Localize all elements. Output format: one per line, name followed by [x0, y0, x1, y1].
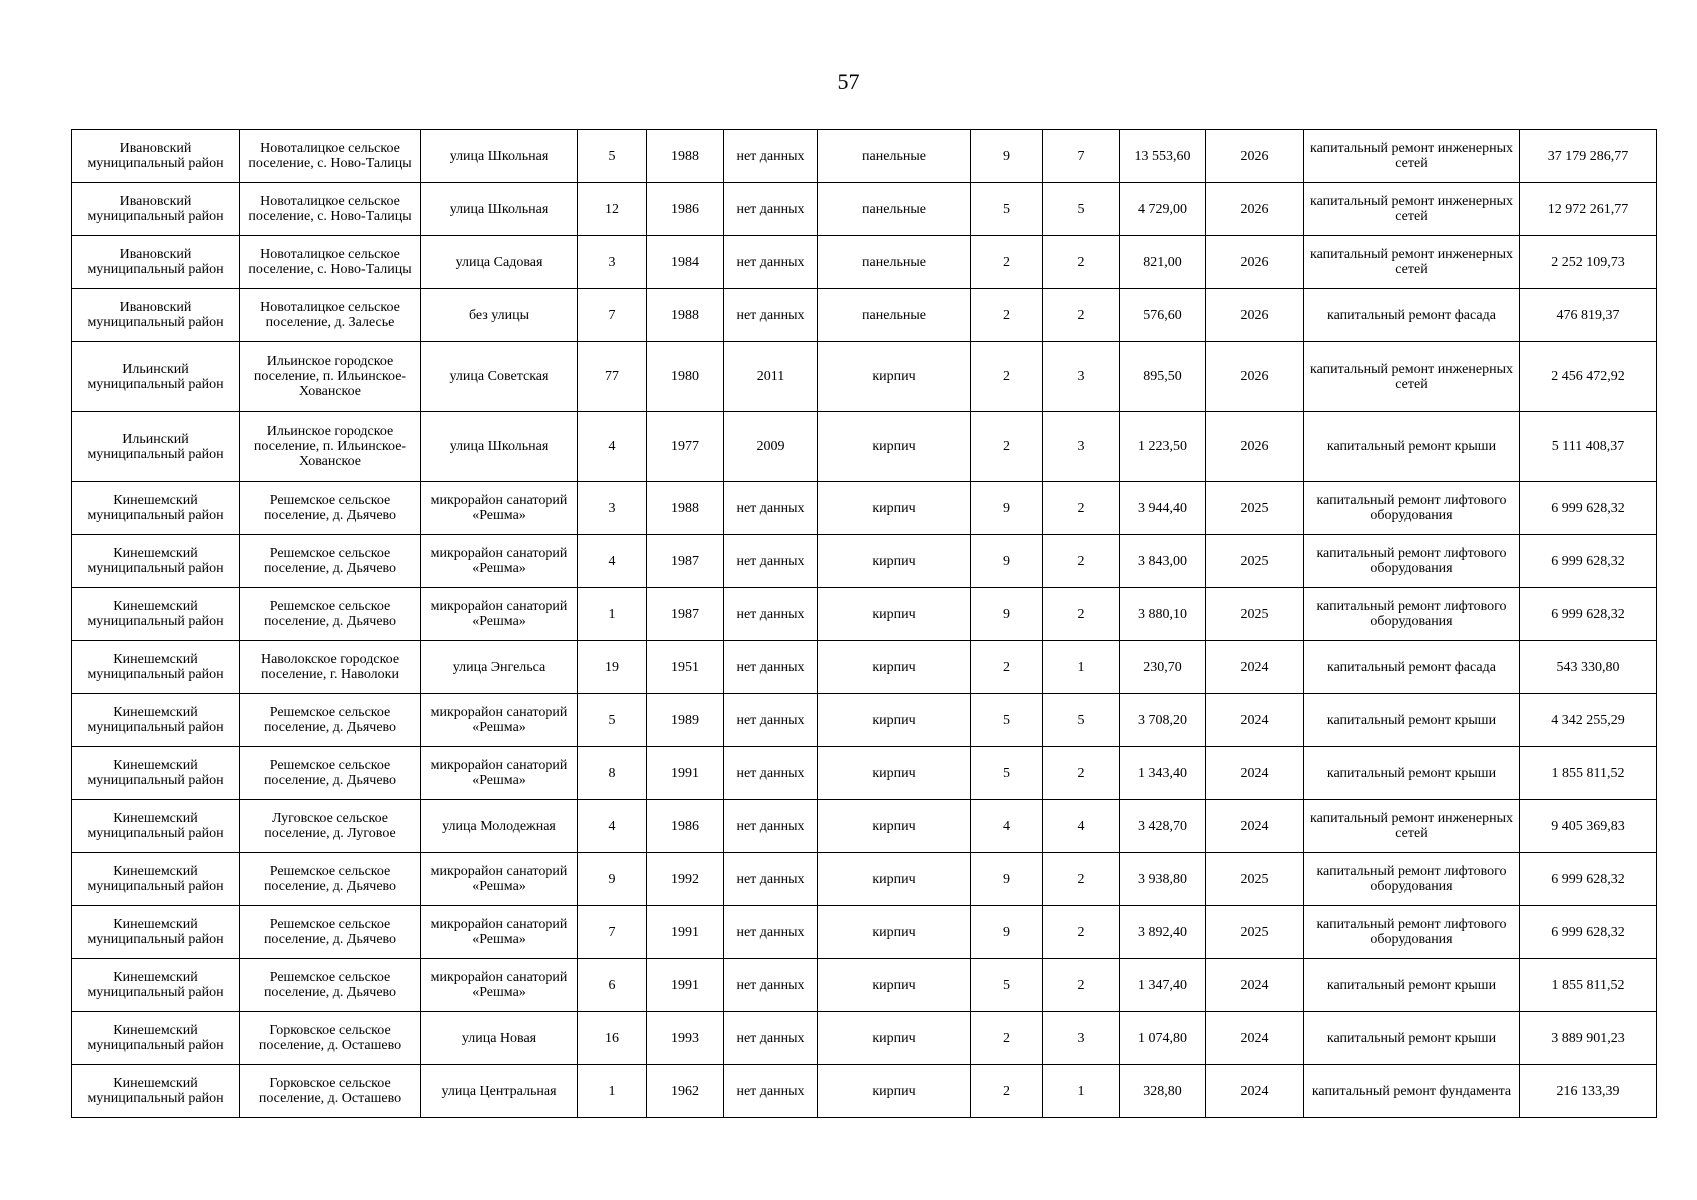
construction-year-cell: 1988 [647, 289, 724, 342]
planned-year-cell: 2026 [1206, 342, 1304, 412]
house-number-cell: 12 [578, 183, 647, 236]
construction-year-cell: 1987 [647, 535, 724, 588]
construction-year-cell: 1988 [647, 482, 724, 535]
construction-year-cell: 1977 [647, 412, 724, 482]
wall-material-cell: панельные [818, 289, 971, 342]
settlement-cell: Ильинское городское поселение, п. Ильинское-Хованское [240, 342, 421, 412]
area-cell: 3 892,40 [1120, 906, 1206, 959]
house-number-cell: 4 [578, 800, 647, 853]
cost-cell: 37 179 286,77 [1520, 130, 1657, 183]
floors-cell: 2 [971, 641, 1043, 694]
district-cell: Кинешемский муниципальный район [72, 906, 240, 959]
entrances-cell: 2 [1043, 482, 1120, 535]
last-overhaul-year-cell: нет данных [724, 959, 818, 1012]
construction-year-cell: 1984 [647, 236, 724, 289]
last-overhaul-year-cell: 2009 [724, 412, 818, 482]
work-type-cell: капитальный ремонт лифтового оборудования [1304, 906, 1520, 959]
house-number-cell: 9 [578, 853, 647, 906]
settlement-cell: Новоталицкое сельское поселение, с. Ново-Талицы [240, 183, 421, 236]
house-number-cell: 19 [578, 641, 647, 694]
last-overhaul-year-cell: нет данных [724, 694, 818, 747]
district-cell: Кинешемский муниципальный район [72, 747, 240, 800]
table-row [72, 588, 1657, 641]
area-cell: 3 880,10 [1120, 588, 1206, 641]
floors-cell: 2 [971, 289, 1043, 342]
floors-cell: 9 [971, 482, 1043, 535]
wall-material-cell: кирпич [818, 694, 971, 747]
entrances-cell: 3 [1043, 412, 1120, 482]
area-cell: 230,70 [1120, 641, 1206, 694]
last-overhaul-year-cell: нет данных [724, 236, 818, 289]
planned-year-cell: 2024 [1206, 641, 1304, 694]
settlement-cell: Новоталицкое сельское поселение, с. Ново-Талицы [240, 236, 421, 289]
wall-material-cell: кирпич [818, 482, 971, 535]
floors-cell: 2 [971, 236, 1043, 289]
construction-year-cell: 1980 [647, 342, 724, 412]
floors-cell: 5 [971, 959, 1043, 1012]
entrances-cell: 2 [1043, 853, 1120, 906]
floors-cell: 9 [971, 906, 1043, 959]
entrances-cell: 1 [1043, 641, 1120, 694]
house-number-cell: 77 [578, 342, 647, 412]
cost-cell: 543 330,80 [1520, 641, 1657, 694]
floors-cell: 9 [971, 535, 1043, 588]
planned-year-cell: 2025 [1206, 482, 1304, 535]
construction-year-cell: 1993 [647, 1012, 724, 1065]
cost-cell: 1 855 811,52 [1520, 747, 1657, 800]
district-cell: Кинешемский муниципальный район [72, 959, 240, 1012]
settlement-cell: Решемское сельское поселение, д. Дьячево [240, 694, 421, 747]
street-cell: микрорайон санаторий «Решма» [421, 906, 578, 959]
district-cell: Кинешемский муниципальный район [72, 482, 240, 535]
cost-cell: 216 133,39 [1520, 1065, 1657, 1118]
table-row [72, 183, 1657, 236]
district-cell: Кинешемский муниципальный район [72, 535, 240, 588]
last-overhaul-year-cell: нет данных [724, 747, 818, 800]
entrances-cell: 2 [1043, 289, 1120, 342]
planned-year-cell: 2026 [1206, 183, 1304, 236]
cost-cell: 1 855 811,52 [1520, 959, 1657, 1012]
repair-program-table [71, 129, 1657, 1118]
cost-cell: 2 252 109,73 [1520, 236, 1657, 289]
street-cell: микрорайон санаторий «Решма» [421, 694, 578, 747]
house-number-cell: 7 [578, 289, 647, 342]
entrances-cell: 2 [1043, 959, 1120, 1012]
area-cell: 1 074,80 [1120, 1012, 1206, 1065]
house-number-cell: 5 [578, 694, 647, 747]
street-cell: микрорайон санаторий «Решма» [421, 959, 578, 1012]
cost-cell: 12 972 261,77 [1520, 183, 1657, 236]
cost-cell: 476 819,37 [1520, 289, 1657, 342]
floors-cell: 2 [971, 1065, 1043, 1118]
street-cell: микрорайон санаторий «Решма» [421, 588, 578, 641]
table-row [72, 694, 1657, 747]
floors-cell: 4 [971, 800, 1043, 853]
wall-material-cell: кирпич [818, 906, 971, 959]
table-row [72, 1012, 1657, 1065]
wall-material-cell: кирпич [818, 412, 971, 482]
planned-year-cell: 2026 [1206, 412, 1304, 482]
area-cell: 3 428,70 [1120, 800, 1206, 853]
table-row [72, 342, 1657, 412]
planned-year-cell: 2024 [1206, 747, 1304, 800]
work-type-cell: капитальный ремонт крыши [1304, 412, 1520, 482]
district-cell: Кинешемский муниципальный район [72, 853, 240, 906]
last-overhaul-year-cell: нет данных [724, 588, 818, 641]
settlement-cell: Решемское сельское поселение, д. Дьячево [240, 588, 421, 641]
last-overhaul-year-cell: нет данных [724, 535, 818, 588]
work-type-cell: капитальный ремонт крыши [1304, 694, 1520, 747]
settlement-cell: Решемское сельское поселение, д. Дьячево [240, 959, 421, 1012]
settlement-cell: Новоталицкое сельское поселение, д. Залесье [240, 289, 421, 342]
area-cell: 821,00 [1120, 236, 1206, 289]
table-row [72, 236, 1657, 289]
entrances-cell: 2 [1043, 747, 1120, 800]
planned-year-cell: 2025 [1206, 588, 1304, 641]
district-cell: Кинешемский муниципальный район [72, 641, 240, 694]
area-cell: 1 347,40 [1120, 959, 1206, 1012]
construction-year-cell: 1991 [647, 959, 724, 1012]
construction-year-cell: 1986 [647, 183, 724, 236]
table-row [72, 959, 1657, 1012]
area-cell: 576,60 [1120, 289, 1206, 342]
table-row [72, 130, 1657, 183]
last-overhaul-year-cell: нет данных [724, 1065, 818, 1118]
district-cell: Ильинский муниципальный район [72, 412, 240, 482]
entrances-cell: 5 [1043, 183, 1120, 236]
wall-material-cell: кирпич [818, 800, 971, 853]
district-cell: Ивановский муниципальный район [72, 289, 240, 342]
wall-material-cell: кирпич [818, 853, 971, 906]
area-cell: 1 223,50 [1120, 412, 1206, 482]
floors-cell: 2 [971, 412, 1043, 482]
entrances-cell: 3 [1043, 1012, 1120, 1065]
house-number-cell: 1 [578, 588, 647, 641]
construction-year-cell: 1988 [647, 130, 724, 183]
street-cell: улица Молодежная [421, 800, 578, 853]
house-number-cell: 6 [578, 959, 647, 1012]
area-cell: 3 843,00 [1120, 535, 1206, 588]
planned-year-cell: 2026 [1206, 130, 1304, 183]
planned-year-cell: 2024 [1206, 1065, 1304, 1118]
house-number-cell: 7 [578, 906, 647, 959]
floors-cell: 5 [971, 694, 1043, 747]
wall-material-cell: кирпич [818, 747, 971, 800]
entrances-cell: 7 [1043, 130, 1120, 183]
entrances-cell: 5 [1043, 694, 1120, 747]
last-overhaul-year-cell: нет данных [724, 906, 818, 959]
cost-cell: 2 456 472,92 [1520, 342, 1657, 412]
area-cell: 3 944,40 [1120, 482, 1206, 535]
house-number-cell: 8 [578, 747, 647, 800]
work-type-cell: капитальный ремонт лифтового оборудования [1304, 482, 1520, 535]
entrances-cell: 3 [1043, 342, 1120, 412]
settlement-cell: Луговское сельское поселение, д. Луговое [240, 800, 421, 853]
settlement-cell: Решемское сельское поселение, д. Дьячево [240, 853, 421, 906]
entrances-cell: 2 [1043, 588, 1120, 641]
work-type-cell: капитальный ремонт фундамента [1304, 1065, 1520, 1118]
work-type-cell: капитальный ремонт инженерных сетей [1304, 342, 1520, 412]
street-cell: улица Новая [421, 1012, 578, 1065]
settlement-cell: Горковское сельское поселение, д. Осташево [240, 1065, 421, 1118]
work-type-cell: капитальный ремонт фасада [1304, 289, 1520, 342]
floors-cell: 9 [971, 130, 1043, 183]
last-overhaul-year-cell: нет данных [724, 800, 818, 853]
district-cell: Кинешемский муниципальный район [72, 694, 240, 747]
cost-cell: 6 999 628,32 [1520, 906, 1657, 959]
wall-material-cell: кирпич [818, 1012, 971, 1065]
entrances-cell: 2 [1043, 236, 1120, 289]
entrances-cell: 2 [1043, 535, 1120, 588]
settlement-cell: Решемское сельское поселение, д. Дьячево [240, 747, 421, 800]
table-body [72, 130, 1657, 1118]
cost-cell: 9 405 369,83 [1520, 800, 1657, 853]
table-row [72, 482, 1657, 535]
last-overhaul-year-cell: нет данных [724, 183, 818, 236]
last-overhaul-year-cell: нет данных [724, 641, 818, 694]
cost-cell: 3 889 901,23 [1520, 1012, 1657, 1065]
cost-cell: 5 111 408,37 [1520, 412, 1657, 482]
table-row [72, 535, 1657, 588]
construction-year-cell: 1951 [647, 641, 724, 694]
table-row [72, 906, 1657, 959]
table-row [72, 800, 1657, 853]
house-number-cell: 5 [578, 130, 647, 183]
planned-year-cell: 2026 [1206, 236, 1304, 289]
table-row [72, 1065, 1657, 1118]
table-row [72, 747, 1657, 800]
work-type-cell: капитальный ремонт крыши [1304, 959, 1520, 1012]
table-row [72, 641, 1657, 694]
table-row [72, 853, 1657, 906]
district-cell: Ивановский муниципальный район [72, 236, 240, 289]
house-number-cell: 4 [578, 535, 647, 588]
street-cell: улица Школьная [421, 130, 578, 183]
work-type-cell: капитальный ремонт лифтового оборудования [1304, 588, 1520, 641]
entrances-cell: 2 [1043, 906, 1120, 959]
settlement-cell: Решемское сельское поселение, д. Дьячево [240, 535, 421, 588]
construction-year-cell: 1991 [647, 747, 724, 800]
wall-material-cell: панельные [818, 236, 971, 289]
area-cell: 13 553,60 [1120, 130, 1206, 183]
planned-year-cell: 2025 [1206, 853, 1304, 906]
street-cell: улица Школьная [421, 183, 578, 236]
construction-year-cell: 1991 [647, 906, 724, 959]
house-number-cell: 16 [578, 1012, 647, 1065]
district-cell: Кинешемский муниципальный район [72, 800, 240, 853]
area-cell: 3 708,20 [1120, 694, 1206, 747]
settlement-cell: Ильинское городское поселение, п. Ильинское-Хованское [240, 412, 421, 482]
work-type-cell: капитальный ремонт инженерных сетей [1304, 236, 1520, 289]
district-cell: Ивановский муниципальный район [72, 183, 240, 236]
wall-material-cell: кирпич [818, 1065, 971, 1118]
work-type-cell: капитальный ремонт лифтового оборудования [1304, 535, 1520, 588]
work-type-cell: капитальный ремонт крыши [1304, 747, 1520, 800]
work-type-cell: капитальный ремонт фасада [1304, 641, 1520, 694]
street-cell: микрорайон санаторий «Решма» [421, 747, 578, 800]
area-cell: 3 938,80 [1120, 853, 1206, 906]
wall-material-cell: панельные [818, 183, 971, 236]
cost-cell: 6 999 628,32 [1520, 482, 1657, 535]
last-overhaul-year-cell: нет данных [724, 853, 818, 906]
entrances-cell: 4 [1043, 800, 1120, 853]
wall-material-cell: кирпич [818, 535, 971, 588]
settlement-cell: Новоталицкое сельское поселение, с. Ново-Талицы [240, 130, 421, 183]
wall-material-cell: кирпич [818, 959, 971, 1012]
settlement-cell: Наволокское городское поселение, г. Наволоки [240, 641, 421, 694]
work-type-cell: капитальный ремонт инженерных сетей [1304, 130, 1520, 183]
street-cell: микрорайон санаторий «Решма» [421, 482, 578, 535]
entrances-cell: 1 [1043, 1065, 1120, 1118]
wall-material-cell: панельные [818, 130, 971, 183]
planned-year-cell: 2024 [1206, 694, 1304, 747]
district-cell: Кинешемский муниципальный район [72, 1065, 240, 1118]
house-number-cell: 3 [578, 482, 647, 535]
street-cell: без улицы [421, 289, 578, 342]
planned-year-cell: 2026 [1206, 289, 1304, 342]
area-cell: 4 729,00 [1120, 183, 1206, 236]
district-cell: Кинешемский муниципальный район [72, 588, 240, 641]
wall-material-cell: кирпич [818, 641, 971, 694]
work-type-cell: капитальный ремонт лифтового оборудования [1304, 853, 1520, 906]
street-cell: улица Садовая [421, 236, 578, 289]
area-cell: 328,80 [1120, 1065, 1206, 1118]
last-overhaul-year-cell: 2011 [724, 342, 818, 412]
floors-cell: 9 [971, 853, 1043, 906]
district-cell: Кинешемский муниципальный район [72, 1012, 240, 1065]
page-number: 57 [837, 69, 860, 94]
last-overhaul-year-cell: нет данных [724, 482, 818, 535]
planned-year-cell: 2024 [1206, 800, 1304, 853]
floors-cell: 5 [971, 747, 1043, 800]
street-cell: микрорайон санаторий «Решма» [421, 853, 578, 906]
settlement-cell: Горковское сельское поселение, д. Осташево [240, 1012, 421, 1065]
construction-year-cell: 1989 [647, 694, 724, 747]
last-overhaul-year-cell: нет данных [724, 1012, 818, 1065]
floors-cell: 9 [971, 588, 1043, 641]
planned-year-cell: 2025 [1206, 906, 1304, 959]
work-type-cell: капитальный ремонт крыши [1304, 1012, 1520, 1065]
floors-cell: 2 [971, 1012, 1043, 1065]
house-number-cell: 4 [578, 412, 647, 482]
street-cell: улица Центральная [421, 1065, 578, 1118]
construction-year-cell: 1962 [647, 1065, 724, 1118]
construction-year-cell: 1992 [647, 853, 724, 906]
floors-cell: 5 [971, 183, 1043, 236]
area-cell: 1 343,40 [1120, 747, 1206, 800]
cost-cell: 4 342 255,29 [1520, 694, 1657, 747]
district-cell: Ивановский муниципальный район [72, 130, 240, 183]
table-row [72, 412, 1657, 482]
wall-material-cell: кирпич [818, 588, 971, 641]
cost-cell: 6 999 628,32 [1520, 535, 1657, 588]
planned-year-cell: 2024 [1206, 959, 1304, 1012]
street-cell: улица Энгельса [421, 641, 578, 694]
work-type-cell: капитальный ремонт инженерных сетей [1304, 800, 1520, 853]
house-number-cell: 1 [578, 1065, 647, 1118]
last-overhaul-year-cell: нет данных [724, 289, 818, 342]
street-cell: микрорайон санаторий «Решма» [421, 535, 578, 588]
wall-material-cell: кирпич [818, 342, 971, 412]
cost-cell: 6 999 628,32 [1520, 853, 1657, 906]
settlement-cell: Решемское сельское поселение, д. Дьячево [240, 906, 421, 959]
construction-year-cell: 1986 [647, 800, 724, 853]
street-cell: улица Школьная [421, 412, 578, 482]
last-overhaul-year-cell: нет данных [724, 130, 818, 183]
house-number-cell: 3 [578, 236, 647, 289]
construction-year-cell: 1987 [647, 588, 724, 641]
settlement-cell: Решемское сельское поселение, д. Дьячево [240, 482, 421, 535]
floors-cell: 2 [971, 342, 1043, 412]
work-type-cell: капитальный ремонт инженерных сетей [1304, 183, 1520, 236]
district-cell: Ильинский муниципальный район [72, 342, 240, 412]
table-row [72, 289, 1657, 342]
planned-year-cell: 2025 [1206, 535, 1304, 588]
planned-year-cell: 2024 [1206, 1012, 1304, 1065]
street-cell: улица Советская [421, 342, 578, 412]
cost-cell: 6 999 628,32 [1520, 588, 1657, 641]
area-cell: 895,50 [1120, 342, 1206, 412]
